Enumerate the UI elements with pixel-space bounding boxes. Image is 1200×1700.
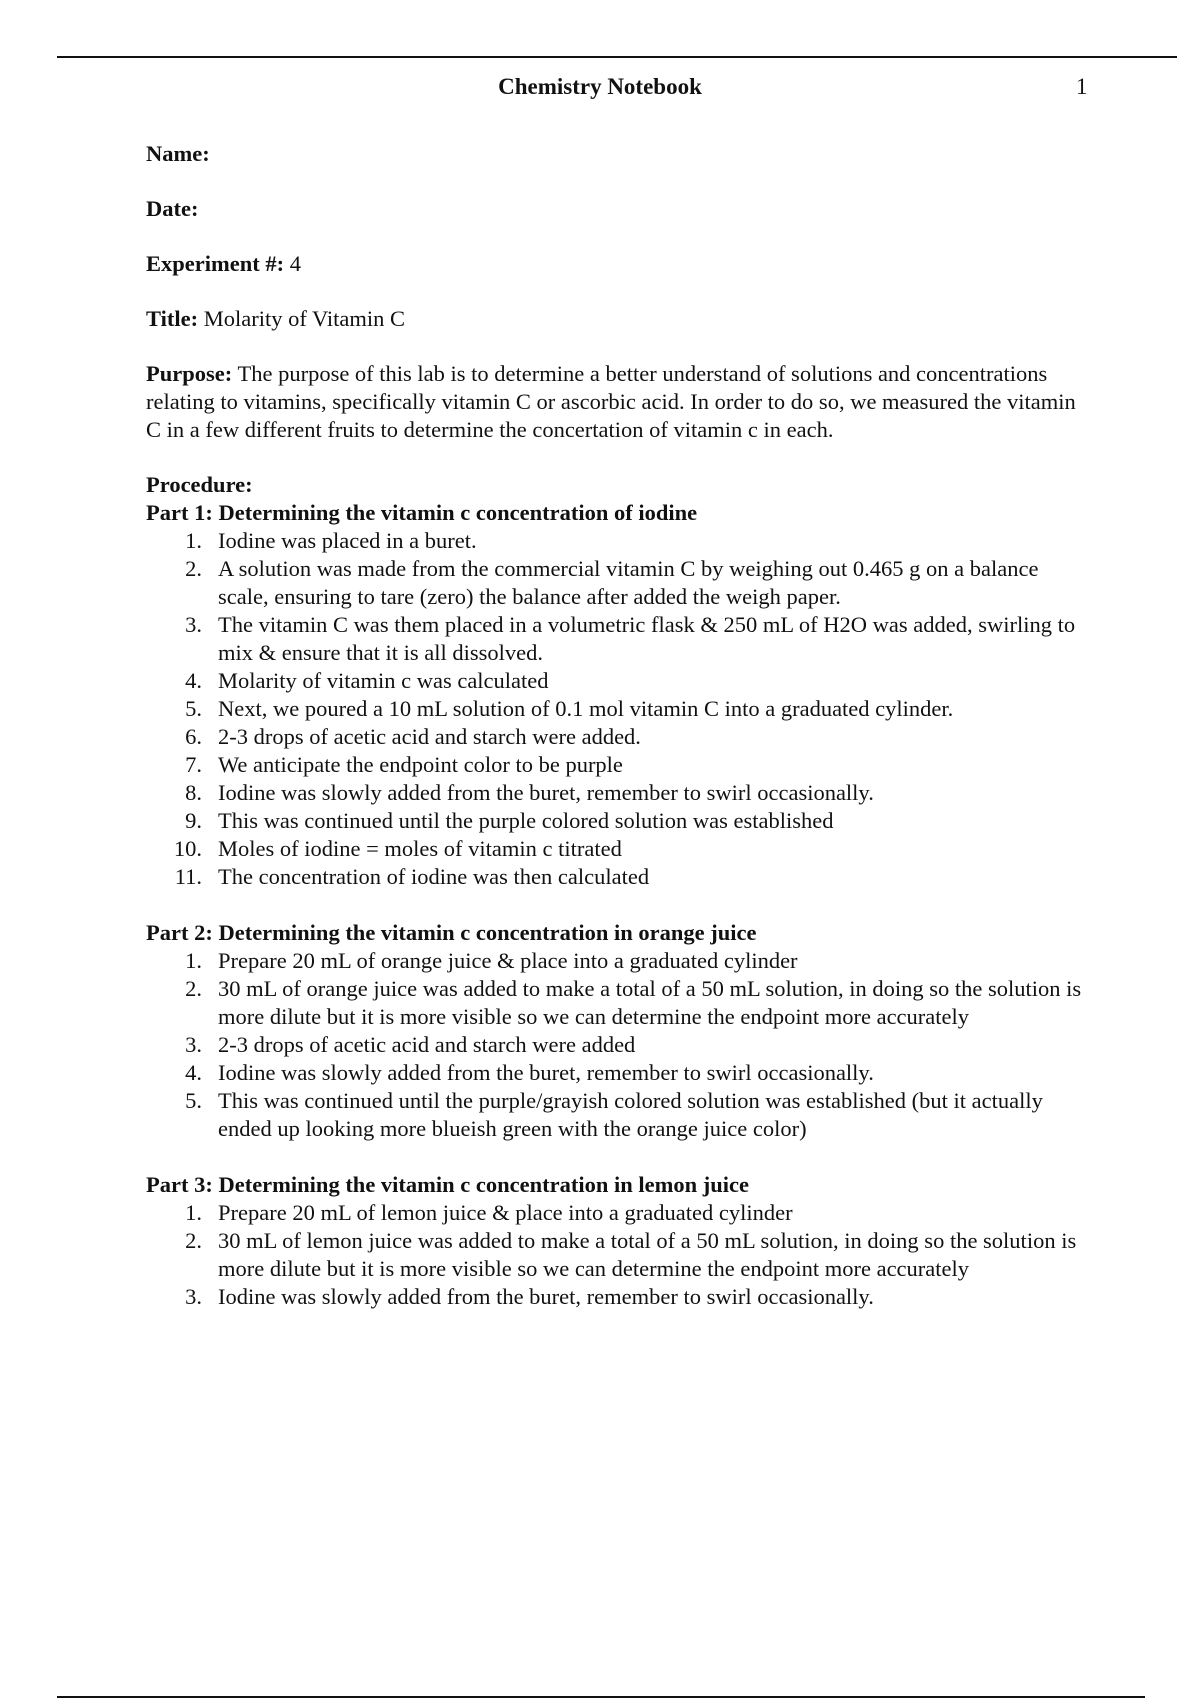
- page-title: Chemistry Notebook: [498, 74, 702, 99]
- title-value: Molarity of Vitamin C: [203, 306, 406, 331]
- part-spacer: [146, 891, 1086, 919]
- step-text: Iodine was slowly added from the buret, remember to swirl occasionally.: [218, 1060, 874, 1085]
- step-number: 11.: [174, 864, 202, 889]
- footer-rule: [57, 1696, 1145, 1698]
- list-item: [146, 1283, 1086, 1311]
- list-item: [146, 807, 1086, 835]
- step-text: Moles of iodine = moles of vitamin c titrated: [218, 836, 622, 861]
- name-field: [146, 140, 1086, 168]
- step-text: 2-3 drops of acetic acid and starch were added.: [218, 724, 641, 749]
- list-item: [146, 1227, 1086, 1283]
- part-spacer: [146, 1143, 1086, 1171]
- list-item: [146, 1087, 1086, 1143]
- list-item: [146, 667, 1086, 695]
- date-field: [146, 195, 1086, 223]
- step-text: This was continued until the purple/grayish colored solution was established (but it actually ended up looking more blueish green with the orange juice color): [218, 1088, 1043, 1141]
- purpose-text: The purpose of this lab is to determine a better understand of solutions and concentrations relating to vitamins, specifically vitamin C or ascorbic acid. In order to do so, we measured the vitamin C in a few different fruits to determine the concertation of vitamin c in each.: [146, 361, 1076, 442]
- step-text: Molarity of vitamin c was calculated: [218, 668, 549, 693]
- list-item: [146, 1031, 1086, 1059]
- step-number: 4.: [185, 1060, 202, 1085]
- list-item: [146, 723, 1086, 751]
- part-2-heading: Part 2: Determining the vitamin c concentration in orange juice: [146, 920, 757, 945]
- list-item: [146, 863, 1086, 891]
- step-number: 1.: [185, 528, 202, 553]
- step-number: 7.: [185, 752, 202, 777]
- experiment-label: Experiment #:: [146, 251, 285, 276]
- step-number: 10.: [173, 836, 202, 861]
- list-item: [146, 1199, 1086, 1227]
- step-text: The vitamin C was them placed in a volumetric flask & 250 mL of H2O was added, swirling to mix & ensure that it is all dissolved.: [218, 612, 1076, 665]
- notebook-body: [146, 140, 1086, 1311]
- list-item: [146, 555, 1086, 611]
- step-number: 6.: [185, 724, 202, 749]
- list-item: [146, 947, 1086, 975]
- experiment-field: [146, 250, 1086, 278]
- step-number: 2.: [185, 556, 202, 581]
- date-label: Date:: [146, 196, 199, 221]
- step-number: 5.: [185, 1088, 202, 1113]
- step-number: 1.: [185, 948, 202, 973]
- step-number: 2.: [185, 1228, 202, 1253]
- step-text: A solution was made from the commercial vitamin C by weighing out 0.465 g on a balance scale, ensuring to tare (zero) the balance after added the weigh paper.: [218, 556, 1039, 609]
- list-item: [146, 611, 1086, 667]
- step-text: We anticipate the endpoint color to be purple: [218, 752, 623, 777]
- title-field: [146, 305, 1086, 333]
- step-text: 30 mL of orange juice was added to make a total of a 50 mL solution, in doing so the solution is more dilute but it is more visible so we can determine the endpoint more accurately: [218, 976, 1082, 1029]
- step-number: 4.: [185, 668, 202, 693]
- purpose-label: Purpose:: [146, 361, 233, 386]
- procedure-heading: Procedure:: [146, 472, 253, 497]
- page-number: 1: [1076, 74, 1088, 99]
- header-rule: [57, 56, 1177, 58]
- list-item: [146, 695, 1086, 723]
- step-text: Iodine was slowly added from the buret, remember to swirl occasionally.: [218, 780, 874, 805]
- part-3-steps: [146, 1199, 1086, 1311]
- step-text: 2-3 drops of acetic acid and starch were added: [218, 1032, 636, 1057]
- list-item: [146, 975, 1086, 1031]
- name-label: Name:: [146, 141, 210, 166]
- step-text: Prepare 20 mL of lemon juice & place into a graduated cylinder: [218, 1200, 793, 1225]
- part-3-heading: Part 3: Determining the vitamin c concentration in lemon juice: [146, 1172, 750, 1197]
- step-text: The concentration of iodine was then calculated: [218, 864, 650, 889]
- part-1-heading: Part 1: Determining the vitamin c concentration of iodine: [146, 500, 698, 525]
- purpose-section: [146, 360, 1086, 444]
- step-number: 2.: [185, 976, 202, 1001]
- step-text: Iodine was placed in a buret.: [218, 528, 477, 553]
- experiment-value: 4: [289, 251, 301, 276]
- title-label: Title:: [146, 306, 199, 331]
- procedure-parts: [146, 499, 1086, 1311]
- step-text: This was continued until the purple colored solution was established: [218, 808, 834, 833]
- step-number: 9.: [185, 808, 202, 833]
- step-text: Iodine was slowly added from the buret, remember to swirl occasionally.: [218, 1284, 874, 1309]
- list-item: [146, 751, 1086, 779]
- list-item: [146, 835, 1086, 863]
- step-number: 3.: [185, 612, 202, 637]
- step-number: 8.: [185, 780, 202, 805]
- list-item: [146, 527, 1086, 555]
- step-text: Next, we poured a 10 mL solution of 0.1 mol vitamin C into a graduated cylinder.: [218, 696, 954, 721]
- list-item: [146, 1059, 1086, 1087]
- step-number: 3.: [185, 1284, 202, 1309]
- part-1-steps: [146, 527, 1086, 891]
- step-number: 3.: [185, 1032, 202, 1057]
- step-text: Prepare 20 mL of orange juice & place into a graduated cylinder: [218, 948, 798, 973]
- step-number: 1.: [185, 1200, 202, 1225]
- list-item: [146, 779, 1086, 807]
- step-text: 30 mL of lemon juice was added to make a total of a 50 mL solution, in doing so the solution is more dilute but it is more visible so we can determine the endpoint more accurately: [218, 1228, 1077, 1281]
- part-2-steps: [146, 947, 1086, 1143]
- step-number: 5.: [185, 696, 202, 721]
